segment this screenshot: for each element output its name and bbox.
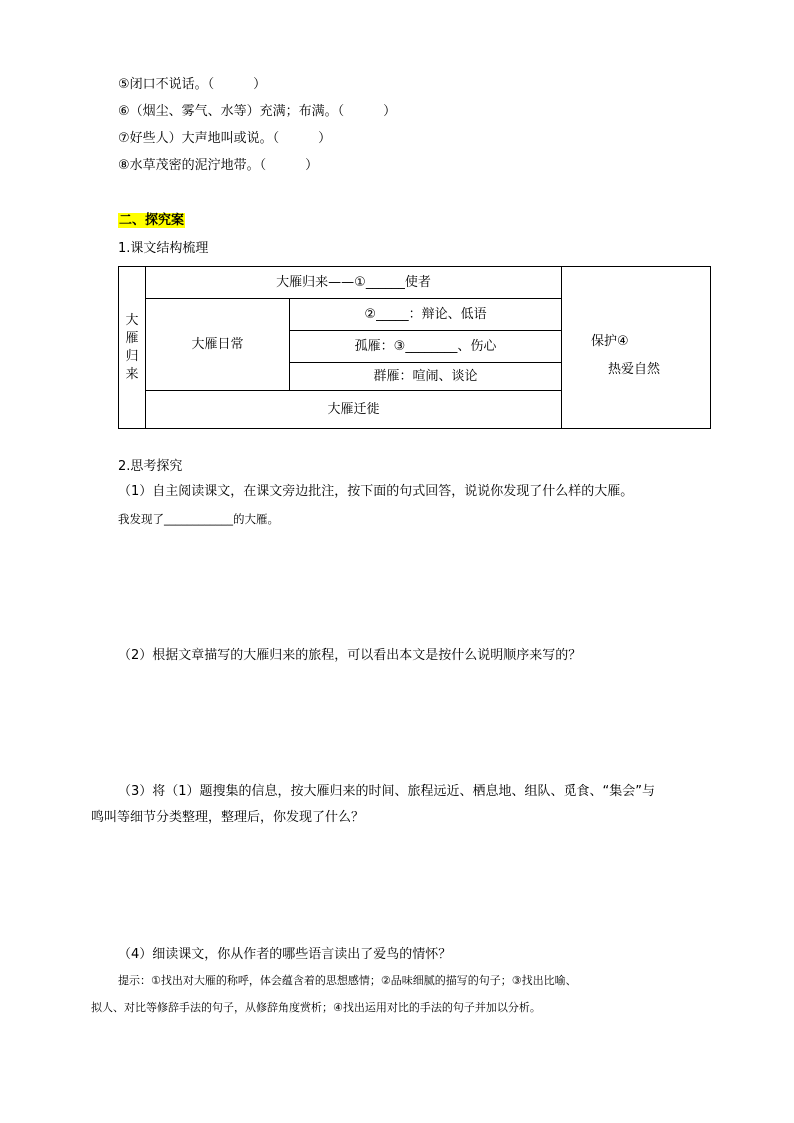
table-row-top: 大雁归来——①______使者 <box>146 267 562 299</box>
answer-template: 我发现了____________的大雁。 <box>118 512 279 526</box>
question-3-line1: （3）将（1）题搜集的信息，按大雁归来的时间、旅程远近、栖息地、组队、觅食、“集会”与 <box>118 784 656 799</box>
table-sub-row-1: ②_____：辩论、低语 <box>290 299 562 331</box>
definition-8: ⑧水草茂密的泥泞地带。（ ） <box>118 158 319 173</box>
table-left-title: 大 雁 归 来 <box>119 267 146 429</box>
structure-table <box>118 266 711 429</box>
hint-line1: 提示：①找出对大雁的称呼，体会蕴含着的思想感情；②品味细腻的描写的句子；③找出比喻、 <box>118 974 577 987</box>
question-4: （4）细读课文，你从作者的哪些语言读出了爱鸟的情怀？ <box>118 947 452 962</box>
table-right-line1: 保护④ <box>591 334 629 349</box>
definition-7: ⑦好些人）大声地叫或说。（ ） <box>118 131 332 146</box>
table-daily-label: 大雁日常 <box>146 299 290 391</box>
q1-title: 1.课文结构梳理 <box>118 241 209 256</box>
section-heading <box>118 212 185 230</box>
table-bottom-row: 大雁迁徙 <box>146 391 562 429</box>
question-3-line2: 鸣叫等细节分类整理，整理后，你发现了什么？ <box>91 810 365 825</box>
q2-title: 2.思考探究 <box>118 459 183 474</box>
question-1: （1）自主阅读课文，在课文旁边批注，按下面的句式回答，说说你发现了什么样的大雁。 <box>118 484 634 499</box>
definition-6: ⑥（烟尘、雾气、水等）充满；布满。（ ） <box>118 104 397 119</box>
table-right-cell <box>562 267 711 429</box>
question-2: （2）根据文章描写的大雁归来的旅程，可以看出本文是按什么说明顺序来写的？ <box>118 648 582 663</box>
table-sub-row-2: 孤雁：③________、伤心 <box>290 331 562 363</box>
table-sub-row-3: 群雁：喧闹、谈论 <box>290 363 562 391</box>
definition-5: ⑤闭口不说话。（ ） <box>118 77 267 92</box>
table-right-line2: 热爱自然 <box>608 362 661 377</box>
section-heading-text: 二、探究案 <box>119 213 185 228</box>
hint-line2: 拟人、对比等修辞手法的句子，从修辞角度赏析；④找出运用对比的手法的句子并加以分析。 <box>91 1001 541 1014</box>
